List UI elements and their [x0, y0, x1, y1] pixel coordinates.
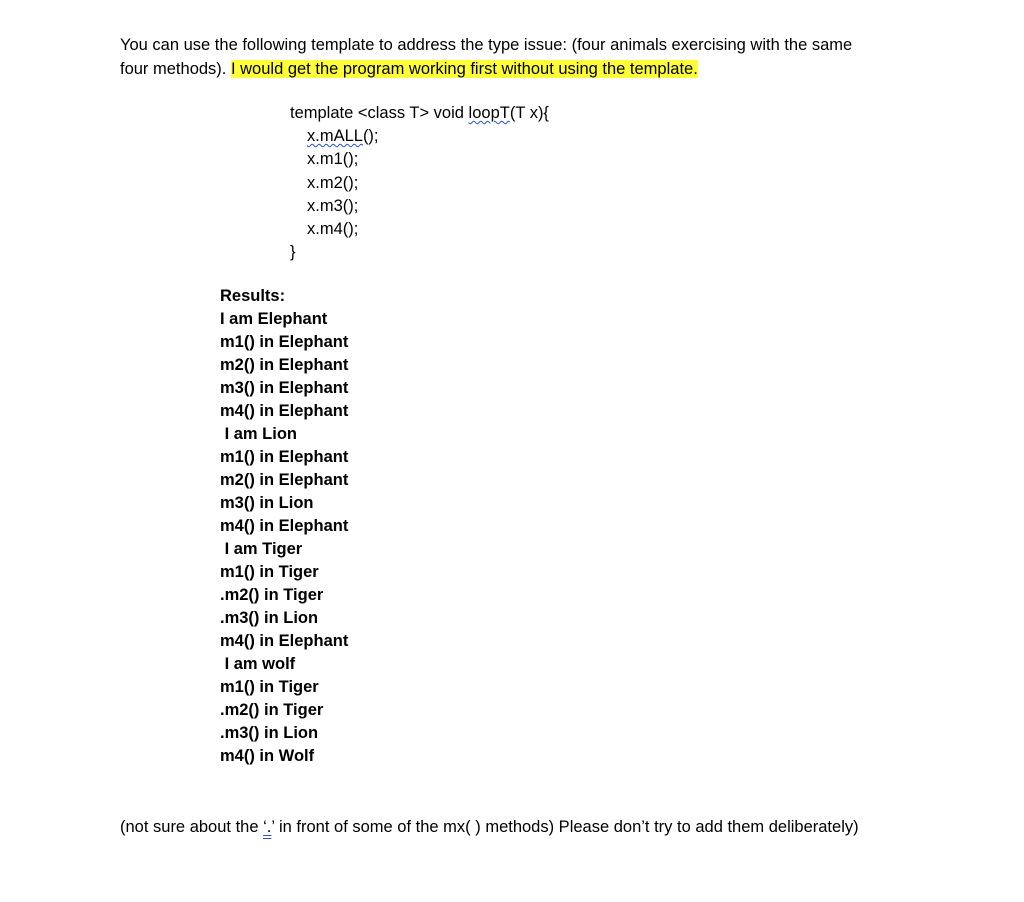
code-func-name: loopT: [468, 104, 510, 122]
code-line-mall: [290, 125, 549, 148]
intro-line-2: [120, 57, 920, 81]
intro-paragraph: [120, 33, 920, 81]
code-header-prefix: template <class T> void: [290, 104, 469, 122]
result-line: m4() in Elephant: [220, 402, 349, 420]
intro-line-2-text: four methods).: [120, 60, 231, 78]
note-prefix: (not sure about the: [120, 818, 264, 836]
note-mark: ‘.: [263, 818, 272, 836]
result-line: I am wolf: [220, 655, 296, 673]
result-line: .m3() in Lion: [220, 724, 319, 742]
code-line: x.m2();: [307, 173, 359, 192]
result-line: m4() in Elephant: [220, 632, 349, 650]
code-closing-brace: }: [290, 243, 296, 262]
result-line: m3() in Lion: [220, 494, 314, 512]
result-line: m1() in Elephant: [220, 448, 349, 466]
result-line: m3() in Elephant: [220, 379, 349, 397]
code-header-line: [290, 102, 549, 125]
intro-line-1: You can use the following template to address the type issue: (four animals exercising with the same: [120, 36, 853, 54]
code-line: x.m3();: [307, 196, 359, 215]
note-suffix: ’ in front of some of the mx( ) methods) Please don’t try to add them deliberately): [271, 818, 859, 836]
result-line: I am Tiger: [220, 540, 303, 558]
result-line: m4() in Wolf: [220, 747, 315, 765]
result-line: .m3() in Lion: [220, 609, 319, 627]
highlighted-text: I would get the program working first without using the template.: [230, 60, 698, 78]
result-line: .m2() in Tiger: [220, 586, 324, 604]
results-block: [220, 285, 348, 768]
result-line: m4() in Elephant: [220, 517, 349, 535]
footnote: [120, 815, 859, 839]
code-mall-call: x.mALL: [307, 127, 363, 146]
code-line: x.m1();: [307, 150, 359, 169]
code-line: x.m4();: [307, 219, 359, 238]
code-template-block: [290, 102, 549, 264]
results-heading: Results:: [220, 287, 286, 305]
result-line: m1() in Tiger: [220, 563, 319, 581]
result-line: I am Lion: [220, 425, 298, 443]
code-mall-suffix: ();: [362, 127, 379, 146]
code-header-suffix: (T x){: [509, 104, 549, 122]
result-line: m1() in Tiger: [220, 678, 319, 696]
result-line: I am Elephant: [220, 310, 328, 328]
result-line: m2() in Elephant: [220, 471, 349, 489]
result-line: m1() in Elephant: [220, 333, 349, 351]
result-line: .m2() in Tiger: [220, 701, 324, 719]
result-line: m2() in Elephant: [220, 356, 349, 374]
